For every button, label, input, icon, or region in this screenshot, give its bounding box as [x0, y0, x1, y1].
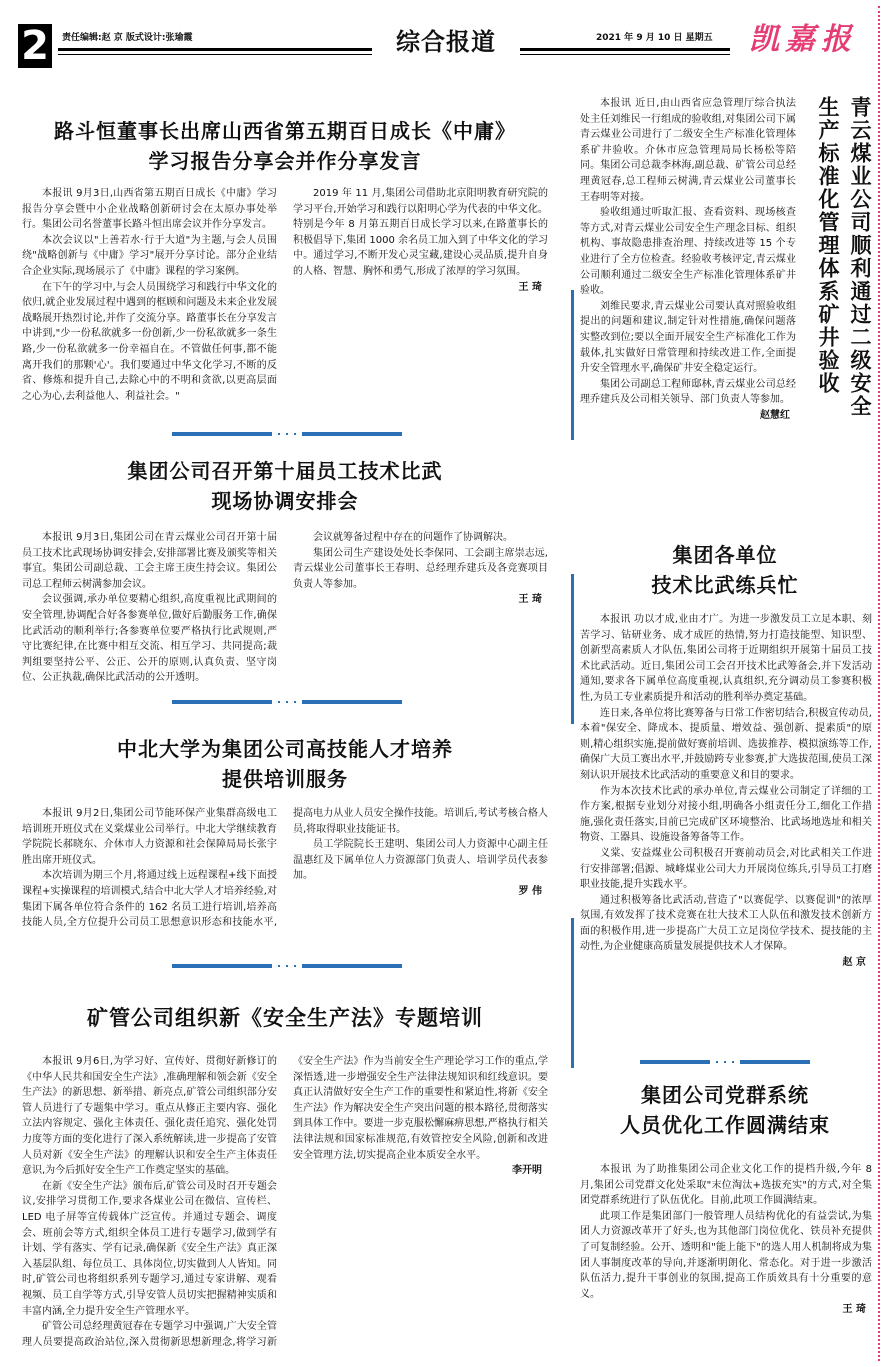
paragraph: 本报讯 9月6日,为学习好、宣传好、贯彻好新修订的《中华人民共和国安全生产法》,准确理解和领会新《安全生产法》的新思想、新举措、新亮点,矿管公司组织部分安管人员进行了专题集中学习。重点从修正主要内容、强化立法内容规定、强化主体责任、强化责任追究、强化处罚力度等方面的变化进行了深入系统解读,进一步提高了安管人员对新《安全生产法》的理解认识和安全生产主体责任意识,为今后抓好安全生产工作奠定坚实的基础。	[22, 1056, 277, 1177]
section-title: 综合报道	[372, 22, 520, 62]
byline: 李开明	[512, 1165, 542, 1177]
page-edge-dotted-line	[878, 6, 880, 1361]
byline: 王 琦	[518, 281, 542, 293]
headline-line: 集团各单位	[672, 543, 778, 567]
headline-line: 生产标准化管理体系矿井验收	[816, 96, 841, 395]
separator-rule	[172, 964, 402, 968]
headline-line: 集团公司党群系统	[641, 1083, 809, 1107]
headline-line: 集团公司召开第十届员工技术比武	[127, 459, 443, 483]
paragraph: 集团公司副总工程师邸林,青云煤业公司总经理乔建兵及公司相关领导、部门负责人等参加。	[580, 378, 796, 406]
page-number: 2	[18, 24, 52, 68]
paragraph: 集团公司生产建设处处长李保同、工会副主席崇志远,青云煤业公司董事长王春明、总经理乔建兵及各竞赛项目负责人等参加。	[293, 547, 548, 590]
headline-line: 现场协调安排会	[211, 489, 359, 513]
headline-line: 技术比武练兵忙	[651, 573, 799, 597]
byline: 罗 伟	[518, 885, 542, 897]
paragraph: 2019 年 11 月,集团公司借助北京阳明教育研究院的学习平台,开始学习和践行以阳明心学为代表的中华文化。特别是今年 8 月第五期百日成长学习以来,在路董事长的积极倡导下,集团 1000 余名员工加入到了中华文化的学习中。通过学习,不断开发心灵宝藏,建设心灵品质,提升自身的人格、智慧、胸怀和勇气,形成了浓厚的学习氛围。	[293, 188, 548, 277]
paragraph: 本报讯 9月3日,集团公司在青云煤业公司召开第十届员工技术比武现场协调安排会,安排部署比赛及颁奖等相关事宜。集团公司副总裁、工会主席王庚生持会议。集团公司总工程师云树满参加会议。	[22, 532, 277, 590]
separator-rule-vertical	[571, 574, 574, 724]
headline-line: 学习报告分享会并作分享发言	[148, 149, 422, 173]
article-6-headline	[580, 540, 870, 602]
separator-rule	[640, 1060, 810, 1064]
article-4-headline	[18, 1002, 552, 1038]
article-3-headline	[18, 734, 552, 794]
issue-date: 2021 年 9 月 10 日 星期五	[596, 33, 713, 43]
paragraph: 连日来,各单位将比赛筹备与日常工作密切结合,积极宣传动员,本着"保安全、降成本、提质量、增效益、强创新、提素质"的原则,精心组织实施,提前做好赛前培训、选拔推荐、模拟演练等工作,确保广大员工赛出水平,并鼓励跨专业参赛,扩大选拔范围,使员工深刻认识开展技术比武活动的重要意义和目的要求。	[580, 707, 872, 781]
paragraph: 员工学院院长王建明、集团公司人力资源中心副主任温惠红及下属单位人力资源部门负责人、培训学员代表参加。	[293, 839, 548, 882]
paragraph: 通过积极筹备比武活动,营造了"以赛促学、以赛促训"的浓厚氛围,有效发挥了技术竞赛在壮大技术工人队伍和激发技术创新方面的积极作用,进一步提高广大员工立足岗位学技术、提技能的主动性,为企业健康高质量发展提供技术人才保障。	[580, 894, 872, 953]
paragraph: 本报讯 9月3日,山西省第五期百日成长《中庸》学习报告分享会暨中小企业战略创新研讨会在太原办事处举行。集团公司名誉董事长路斗恒出席会议并作分享发言。	[22, 188, 277, 231]
paragraph: 在下午的学习中,与会人员围绕学习和践行中华文化的依归,就企业发展过程中遇到的框顾和问题及未来企业发展战略展开热烈讨论,并作了交流分享。路董事长在分享发言中讲到,"少一份私欲就多一份创新,少一份私欲就多一条生路,少一份私欲就多一份幸福自在。不管做任何事,都不能离开我们的那颗'心'。我们要通过中华文化学习,不断的反省、修炼和提升自己,去除心中的不明和贪欲,以更高层面之心为心,去利益他人、利益社会。"	[22, 281, 277, 402]
paragraph: 义棠、安益煤业公司积极召开赛前动员会,对比武相关工作进行安排部署;倡源、城峰煤业公司大力开展岗位练兵,引导员工打磨职业技能,提升实践水平。	[580, 847, 872, 891]
paragraph: 本次培训为期三个月,将通过线上远程课程+线下面授课程+实操课程的培训模式,结合中北大学人才培养经验,对集团下属各单位符合条件的 162 名员工进行培训,培养高技能人员,全方位提升公司员工思想意识形态和技能水平,提高电力从业人员安全操作技能。培训后,考试考核合格人员,将取得职业技能证书。	[22, 808, 548, 929]
headline-line: 提供培训服务	[222, 767, 348, 791]
paragraph: 会议就筹备过程中存在的问题作了协调解决。	[313, 532, 513, 543]
article-4-body	[22, 1054, 548, 1354]
paragraph: 本报讯 9月2日,集团公司节能环保产业集群高级电工培训班开班仪式在义棠煤业公司举行。中北大学继续教育学院院长郝晓东、介休市人力资源和社会保障局局长张宇胜出席开班仪式。	[22, 808, 277, 866]
paragraph: 验收组通过听取汇报、查看资料、现场核查等方式,对青云煤业公司安全生产理念目标、组织机构、事故隐患排查治理、持续改进等 15 个专业进行了全方位检查。经验收考核评定,青云煤业公司顺利通过二级安全生产标准化管理体系矿井验收。	[580, 207, 796, 297]
paragraph: 作为本次技术比武的承办单位,青云煤业公司制定了详细的工作方案,根据专业划分对接小组,明确各小组责任分工,细化工作措施,强化责任落实,目前已完成矿区环境整治、比武场地选址和相关物资、工器具、设施设备筹备等工作。	[580, 785, 872, 844]
separator-rule	[172, 432, 402, 436]
separator-rule	[172, 700, 402, 704]
paragraph: 本报讯 功以才成,业由才广。为进一步激发员工立足本职、刻苦学习、钻研业务、成才成匠的热情,努力打造技能型、知识型、创新型高素质人才队伍,集团公司将于近期组织开展第十届员工技术比武活动。近日,集团公司工会召开技术比武筹备会,并下发活动通知,要求各下属单位高度重视,认真组织,充分调动员工参赛积极性,为员工专业素质提升和活动的胜利举办奠定基础。	[580, 614, 872, 703]
article-1-body	[22, 186, 548, 420]
byline: 王 琦	[842, 1304, 866, 1316]
headline-line: 人员优化工作圆满结束	[620, 1113, 830, 1137]
paragraph: 本报讯 为了助推集团公司企业文化工作的提档升级,今年 8 月,集团公司党群文化处采取"末位淘汰+选拔充实"的方式,对全集团党群系统进行了队伍优化。目前,此项工作圆满结束。	[580, 1164, 872, 1207]
article-5-body	[580, 96, 796, 468]
paragraph: 矿管公司总经理黄冠春在专题学习中强调,广大安全管理人员要提高政治站位,深入贯彻新思想新理念,将学习新《安全生产法》作为当前安全生产理论学习工作的重点,学深悟透,进一步增强安全生产法律法规知识和红线意识。要真正认清做好安全生产工作的重要性和紧迫性,将新《安全生产法》作为解决安全生产突出问题的根本路径,贯彻落实到具体工作中。要进一步克服松懈麻痹思想,严格执行相关法律法规和国家标准规范,有效管控安全风险,创新和改进安全管理方法,切实提高企业本质安全水平。	[22, 1056, 548, 1348]
editor-credits: 责任编辑:赵 京 版式设计:张瑜霞	[62, 33, 193, 43]
article-6-body	[580, 612, 872, 1052]
article-7-body	[580, 1162, 872, 1360]
article-5-headline	[806, 96, 876, 446]
paragraph: 刘维民要求,青云煤业公司要认真对照验收组提出的问题和建议,制定针对性措施,确保问题落实整改到位;要以全面开展安全生产标准化工作为载体,扎实做好日常管理和持续改进工作,全面提升安全管理水平,确保矿井安全稳定运行。	[580, 300, 796, 375]
separator-rule-vertical	[571, 918, 574, 1068]
article-2-headline	[18, 456, 552, 516]
newspaper-logo: 凯嘉报	[749, 22, 857, 57]
article-3-body	[22, 806, 548, 936]
paragraph: 会议强调,承办单位要精心组织,高度重视比武期间的安全管理,协调配合好各参赛单位,做好后勤服务工作,确保比武活动的顺利举行;各参赛单位要严格执行比武规则,严守比赛纪律,在比赛中相互交流、相互学习、共同提高;裁判组要坚持公平、公正、公开的原则,认真负责、坚守岗位、公正执裁,确保比武活动的公开透明。	[22, 594, 277, 684]
headline-line: 路斗恒董事长出席山西省第五期百日成长《中庸》	[54, 119, 516, 143]
headline-line: 矿管公司组织新《安全生产法》专题培训	[87, 1005, 483, 1030]
article-7-headline	[580, 1080, 870, 1146]
byline: 赵慧红	[760, 409, 790, 421]
paragraph: 在新《安全生产法》颁布后,矿管公司及时召开专题会议,安排学习贯彻工作,要求各煤业公司在微信、宣传栏、LED 电子屏等宣传载体广泛宣传。并通过专题会、调度会、班前会等方式,组织全体员工进行专题学习,做到学有计划、学有落实、学有记录,确保新《安全生产法》真正深入基层队组、每位员工、具体岗位,切实做到人人皆知。同时,矿管公司也将组织系列专题学习,通过专家讲解、观看视频、员工自学等方式,引导安管人员切实把握精神实质和丰富内涵,全力提升安全生产管理水平。	[22, 1180, 277, 1317]
headline-line: 青云煤业公司顺利通过二级安全	[848, 96, 873, 418]
paragraph: 本次会议以"上善若水·行于大道"为主题,与会人员围绕"战略创新与《中庸》学习"展开分享讨论。部分企业结合企业实际,现场展示了《中庸》课程的学习案例。	[22, 234, 277, 277]
article-1-headline	[18, 116, 552, 176]
paragraph: 本报讯 近日,由山西省应急管理厅综合执法处主任刘维民一行组成的验收组,对集团公司下属青云煤业公司进行了二级安全生产标准化管理体系矿井验收。介休市应急管理局局长杨松等陪同。集团公司总裁李林海,副总裁、矿管公司总经理黄冠春,总工程师云树满,青云煤业公司董事长王春明等对接。	[580, 98, 796, 203]
headline-line: 中北大学为集团公司高技能人才培养	[117, 737, 453, 761]
article-2-body	[22, 530, 548, 690]
byline: 赵 京	[842, 957, 866, 969]
byline: 王 琦	[518, 594, 542, 606]
paragraph: 此项工作是集团部门一般管理人员结构优化的有益尝试,为集团人力资源改革开了好头,也为其他部门岗位优化、铁员补充提供了可复制经验。公开、透明和"能上能下"的选人用人机制将成为集团人事制度改革的导向,并逐渐明朗化、常态化。对于进一步激活队伍活力,提升干事创业的氛围,提高工作质效具有十分重要的意义。	[580, 1210, 872, 1300]
separator-rule-vertical	[571, 290, 574, 440]
